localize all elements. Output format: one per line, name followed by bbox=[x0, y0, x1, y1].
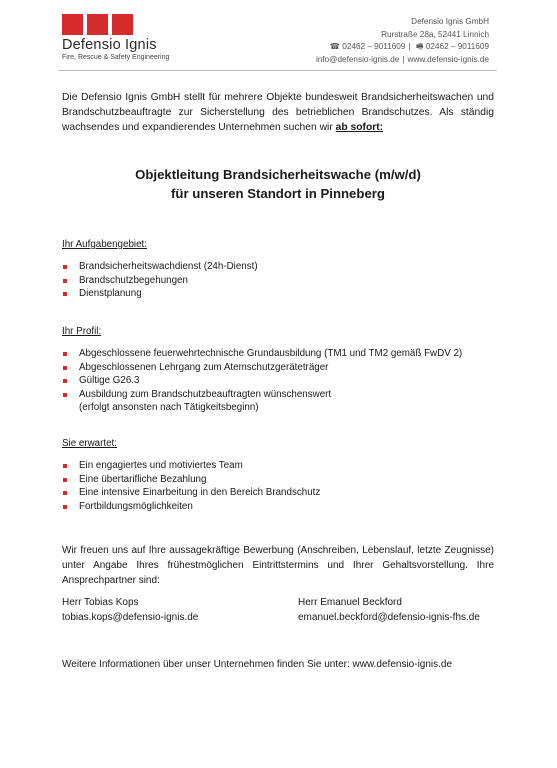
list-item: Abgeschlossene feuerwehrtechnische Grundausbildung (TM1 und TM2 gemäß FwDV 2) bbox=[62, 347, 502, 361]
company-address: Rurstraße 28a, 52441 Linnich bbox=[381, 29, 489, 39]
logo-tagline: Fire, Rescue & Safety Engineering bbox=[62, 54, 170, 61]
list-item: Eine intensive Einarbeitung in den Bereich Brandschutz bbox=[62, 486, 502, 500]
contact-person-2 bbox=[298, 595, 480, 625]
header-divider bbox=[58, 70, 497, 71]
contact-person-1 bbox=[62, 595, 198, 625]
company-email[interactable]: info@defensio-ignis.de bbox=[315, 54, 400, 64]
section-heading: Sie erwartet: bbox=[62, 438, 117, 449]
fax-icon: 🖷 bbox=[415, 42, 424, 51]
company-contact-block bbox=[316, 16, 489, 66]
section-heading: Ihr Profil: bbox=[62, 326, 102, 337]
job-title bbox=[40, 165, 516, 203]
company-name: Defensio Ignis GmbH bbox=[411, 17, 489, 26]
list-item: Eine übertarifliche Bezahlung bbox=[62, 473, 502, 487]
section-erwartet bbox=[62, 437, 502, 513]
email-web-row: info@defensio-ignis.de | www.defensio-ignis.de bbox=[315, 54, 489, 64]
logo-name: Defensio Ignis bbox=[62, 37, 157, 53]
section-aufgaben bbox=[62, 238, 502, 301]
intro-text: Die Defensio Ignis GmbH stellt für mehrere Objekte bundesweit Brandsicherheitswachen und Brandschutzbeauftragte zur Sicherstellung des betrieblichen Brandschutzes. Als ständig wachsendes und expandierendes Unternehmen suchen wir bbox=[62, 92, 494, 133]
company-website[interactable]: www.defensio-ignis.de bbox=[407, 54, 489, 64]
contact-email[interactable]: emanuel.beckford@defensio-ignis-fhs.de bbox=[298, 612, 480, 623]
company-phone: 02462 – 9011609 bbox=[342, 42, 406, 51]
list-item: Gültige G26.3 bbox=[62, 374, 502, 388]
job-title-line1: Objektleitung Brandsicherheitswache (m/w/d) bbox=[135, 167, 421, 182]
list-item bbox=[62, 388, 502, 415]
job-title-line2: für unseren Standort in Pinneberg bbox=[171, 186, 385, 201]
intro-highlight: ab sofort: bbox=[335, 122, 384, 133]
section-heading: Ihr Aufgabengebiet: bbox=[62, 239, 147, 250]
list-item: Fortbildungsmöglichkeiten bbox=[62, 500, 502, 514]
section-profil bbox=[62, 325, 502, 415]
task-list bbox=[62, 260, 502, 301]
list-item-subtext: (erfolgt ansonsten nach Tätigkeitsbeginn) bbox=[79, 402, 259, 413]
company-fax: 02462 – 9011609 bbox=[425, 42, 489, 51]
closing-paragraph: Wir freuen uns auf Ihre aussagekräftige Bewerbung (Anschreiben, Lebenslauf, letzte Zeugnisse) unter Angabe Ihres frühestmöglichen Eintrittstermins und Ihrer Gehaltsvorstellung. Ihre Ansprechpartner sind: bbox=[62, 545, 494, 586]
contact-name: Herr Emanuel Beckford bbox=[298, 597, 402, 608]
list-item: Dienstplanung bbox=[62, 287, 502, 301]
list-item: Ein engagiertes und motiviertes Team bbox=[62, 459, 502, 473]
contact-email[interactable]: tobias.kops@defensio-ignis.de bbox=[62, 612, 199, 623]
list-item-text: Ausbildung zum Brandschutzbeauftragten wünschenswert bbox=[79, 388, 332, 400]
phone-icon: ☎ bbox=[329, 42, 340, 51]
company-logo bbox=[62, 14, 169, 61]
list-item: Brandsicherheitswachdienst (24h-Dienst) bbox=[62, 260, 502, 274]
logo-mark bbox=[62, 14, 169, 35]
intro-paragraph bbox=[62, 90, 494, 135]
benefits-list bbox=[62, 459, 502, 513]
list-item: Brandschutzbegehungen bbox=[62, 274, 502, 288]
contact-name: Herr Tobias Kops bbox=[62, 597, 139, 608]
footer-info: Weitere Informationen über unser Unternehmen finden Sie unter: www.defensio-ignis.de bbox=[62, 659, 453, 670]
list-item: Abgeschlossenen Lehrgang zum Atemschutzgeräteträger bbox=[62, 361, 502, 375]
phone-fax-row: ☎ 02462 – 9011609 | 🖷 02462 – 9011609 bbox=[329, 42, 489, 51]
profile-list bbox=[62, 347, 502, 415]
